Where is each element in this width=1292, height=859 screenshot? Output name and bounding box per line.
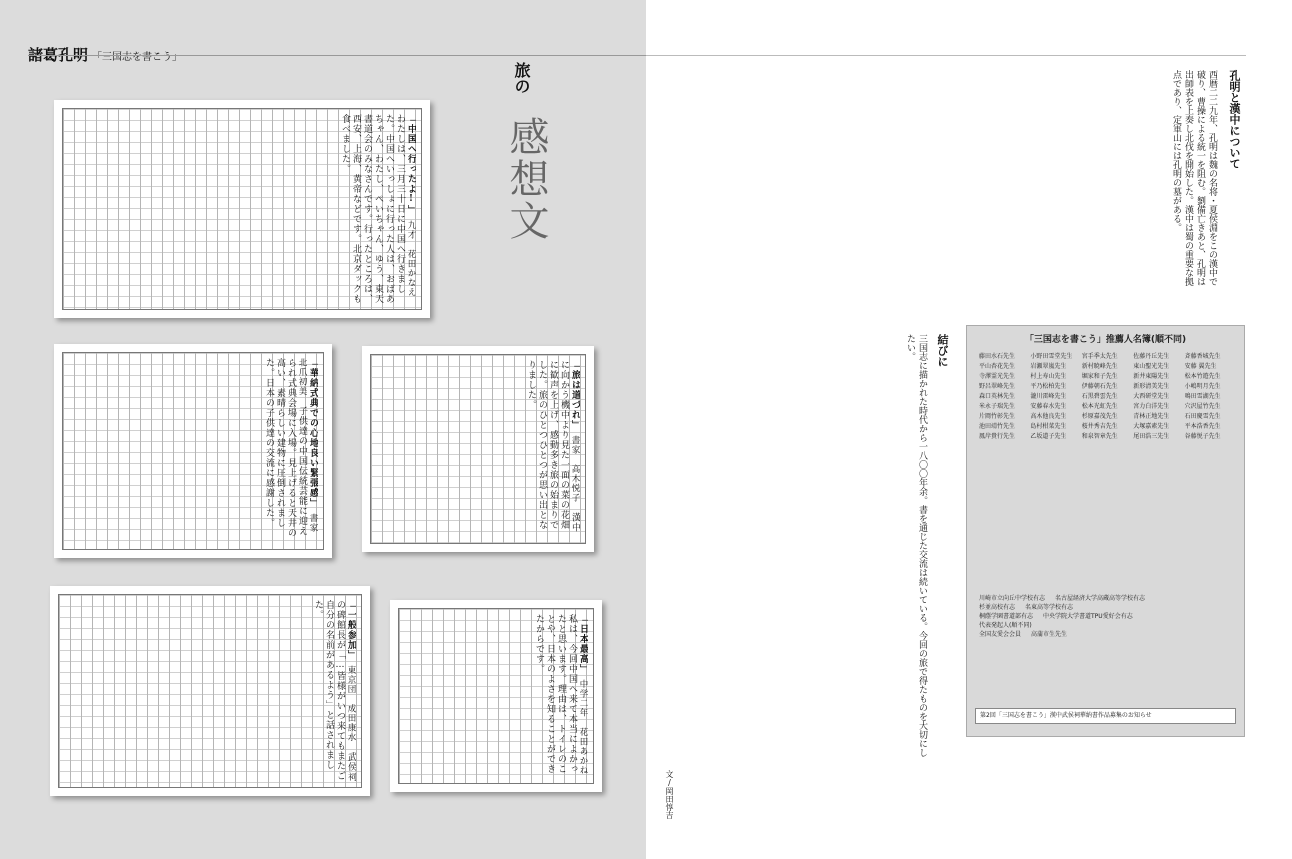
essay-title: 「中国へ行ったよ!」 — [406, 114, 416, 211]
org-name: 代表発起人(順不同) — [979, 622, 1032, 629]
recommender-name: 安藤 翼先生 — [1184, 363, 1217, 370]
essay-grade: 東京団 — [346, 665, 356, 694]
recommender-name: 高木他良先生 — [1030, 413, 1067, 420]
recommender-name: 乙坂道子先生 — [1030, 433, 1067, 440]
recommender-name: 平山杏花先生 — [979, 363, 1016, 370]
recommender-box — [966, 325, 1245, 737]
recommender-name: 宮手季太先生 — [1081, 353, 1118, 360]
essay-body: 子供達の中国伝統芸能に迎えられ式典会場に入場。見上げると天井の高い、素晴らしい建物に圧倒されました。日本の子供達の交流に感謝した。 — [264, 358, 307, 538]
essay-author: 花田あかね — [578, 727, 588, 775]
recommender-name: 村上寿山先生 — [1030, 373, 1067, 380]
section-heading-hanchu: 孔明と漢中について — [1228, 70, 1241, 169]
recommender-name: 岩瀬翠嵐先生 — [1030, 363, 1067, 370]
recommender-name: 鳴田雪湖先生 — [1184, 393, 1221, 400]
recommender-name: 平本浩香先生 — [1184, 423, 1221, 430]
essay-grade: 書家 — [570, 435, 580, 455]
feature-title — [496, 62, 556, 262]
recommender-name: 片岡竹彰先生 — [979, 413, 1016, 420]
recommender-name: 堀家和子先生 — [1081, 373, 1118, 380]
section-text-hanchu: 西暦二二九年、孔明は魏の名将・夏侯淵をこの漢中で破り、曹操による統一を阻む。劉備亡きあと、孔明は出師表を上奏し北伐を開始した。漢中は蜀の重要な拠点であり、定軍山には孔明の墓がある。 — [1171, 70, 1217, 286]
recommender-name: 伊藤朝石先生 — [1081, 383, 1118, 390]
header-rule-right — [646, 55, 1246, 56]
recommender-name: 米永子瑞先生 — [979, 403, 1016, 410]
essay-body: 私は、今回中国へ来て本当によかったと思います。理由は、トイレのことや、日本のよさを知ることができたからです。 — [534, 614, 577, 774]
right-page — [646, 0, 1292, 859]
essay-title: 「華納式典での心地良い緊張感」 — [308, 358, 318, 504]
section-text-closing: 三国志に描かれた時代から一八〇〇年余。書を通じた交流は続いている。今回の旅で得たものを大切にしたい。 — [905, 334, 927, 757]
org-row — [979, 594, 1236, 603]
recommender-name: 大塚嘉素先生 — [1133, 423, 1170, 430]
recommender-name: 池田靖竹先生 — [979, 423, 1016, 430]
recommender-name: 新形清美先生 — [1133, 383, 1170, 390]
essay-text — [404, 614, 588, 778]
essay-text — [376, 360, 580, 538]
recommender-names — [979, 352, 1236, 441]
essay-card-3 — [362, 346, 594, 552]
essay-text — [68, 114, 416, 304]
recommender-name: 斉藤香城先生 — [1184, 353, 1221, 360]
essay-body: 漢中に向かう機中より見た一面の菜の花畑に歓声を上げ、感動多き旅の始まりでした。旅のひとつひとつが思い出となりました。 — [526, 360, 580, 533]
org-name: 高蒲市生先生 — [1031, 631, 1068, 638]
essay-grade: 中学二年 — [578, 679, 588, 718]
recommender-name: 瀧川雷峰先生 — [1030, 393, 1067, 400]
recommender-name: 森口英林先生 — [979, 393, 1016, 400]
essay-text — [64, 600, 356, 782]
essay-author: 成田康水 — [346, 704, 356, 742]
author-byline: 文/岡田惇吉 — [665, 770, 674, 819]
recommender-name: 新村暁峰先生 — [1081, 363, 1118, 370]
recommender-name: 平乃松柏先生 — [1030, 383, 1067, 390]
recommender-orgs — [979, 594, 1236, 639]
recommender-name: 安藤春水先生 — [1030, 403, 1067, 410]
recommender-name: 東山聖光先生 — [1133, 363, 1170, 370]
recommender-name: 桜井秀吉先生 — [1081, 423, 1118, 430]
recruitment-notice: 第2回「三国志を書こう」漢中武侯祠華納書作品募集のお知らせ — [975, 708, 1236, 724]
essay-card-2 — [54, 344, 332, 558]
recommender-name: 小野田雪堂先生 — [1030, 353, 1073, 360]
org-name: 川崎市立向丘中学校有志 — [979, 595, 1046, 602]
essay-text — [68, 358, 318, 544]
essay-body: 武侯祠の碑館長が「…皆様がいつ来てもまたご自分の名前があるよう」と話されました。 — [313, 600, 356, 782]
org-name: 杉並高校有志 — [979, 604, 1016, 611]
recommender-name: 佐藤丹丘先生 — [1133, 353, 1170, 360]
section-heading-closing: 結びに — [936, 334, 949, 367]
recommender-name: 松本光虹先生 — [1081, 403, 1118, 410]
recommender-name: 島村柑菜先生 — [1030, 423, 1067, 430]
recommender-name: 寺澤霊光先生 — [979, 373, 1016, 380]
essay-author: 北爪初美 — [297, 358, 307, 396]
org-row — [979, 603, 1236, 612]
header-rule — [28, 55, 646, 56]
essay-author: 花田かなえ — [406, 249, 416, 297]
org-name: 名東高等学校有志 — [1025, 604, 1074, 611]
recommender-name: 和泉智章先生 — [1081, 433, 1118, 440]
org-name: 中央学院大学書道TPU愛好会有志 — [1043, 613, 1133, 620]
recommender-name: 杉原嘉茂先生 — [1081, 413, 1118, 420]
recommender-name: 松本竹遊先生 — [1184, 373, 1221, 380]
recommender-name: 石田慶雪先生 — [1184, 413, 1221, 420]
essay-title: 「日本最高」 — [578, 614, 588, 670]
essay-card-1 — [54, 100, 430, 318]
recommender-name: 藤田水石先生 — [979, 353, 1016, 360]
recommender-name: 宮力白洋先生 — [1133, 403, 1170, 410]
recommender-name: 大西研堂先生 — [1133, 393, 1170, 400]
feature-title-big: 感想文 — [503, 116, 549, 242]
essay-grade: 書家 — [308, 513, 318, 533]
essay-card-5 — [390, 600, 602, 792]
recommender-title: 「三国志を書こう」推薦人名簿(順不同) — [1024, 335, 1187, 345]
org-name: 全国友愛会会員 — [979, 631, 1022, 638]
feature-title-small: 旅の — [512, 62, 531, 94]
essay-title: 「旅は道づれ」 — [570, 360, 580, 426]
essay-card-4 — [50, 586, 370, 796]
recommender-name: 谷藤悦子先生 — [1184, 433, 1221, 440]
recommender-name: 青林正地先生 — [1133, 413, 1170, 420]
recommender-name: 穴沢屋竹先生 — [1184, 403, 1221, 410]
header-subtitle: 「三国志を書こう」 — [92, 52, 183, 63]
essay-grade: 九才 — [406, 220, 416, 240]
org-name: 名古屋経済大学高蔵高等学校有志 — [1055, 595, 1146, 602]
essay-body: わたしは、三月三十日に中国へ行きました。中国へいっしょに行った人は、おばあちゃん、わたし、ぺいちゃん、ゆう、東天書道会のみなさんです。行ったところは、西安、上海、黄帝などです。北京ダックも食べました。 — [340, 114, 405, 304]
header-title: 諸葛孔明 — [28, 46, 89, 64]
org-row — [979, 621, 1236, 630]
org-row — [979, 612, 1236, 621]
essay-author: 高木悦子 — [570, 464, 580, 503]
recommender-name: 石黒碧雲先生 — [1081, 393, 1118, 400]
recommender-name: 尾田浩三先生 — [1133, 433, 1170, 440]
recommender-name: 小嶋明月先生 — [1184, 383, 1221, 390]
essay-title: 「一般参加」 — [346, 600, 356, 656]
org-name: 桐蔭学園書道部有志 — [979, 613, 1034, 620]
recommender-name: 野呂翠峰先生 — [979, 383, 1016, 390]
recommender-name: 新井東陽先生 — [1133, 373, 1170, 380]
recommender-name: 鳳岸貴行先生 — [979, 433, 1016, 440]
org-row — [979, 630, 1236, 639]
